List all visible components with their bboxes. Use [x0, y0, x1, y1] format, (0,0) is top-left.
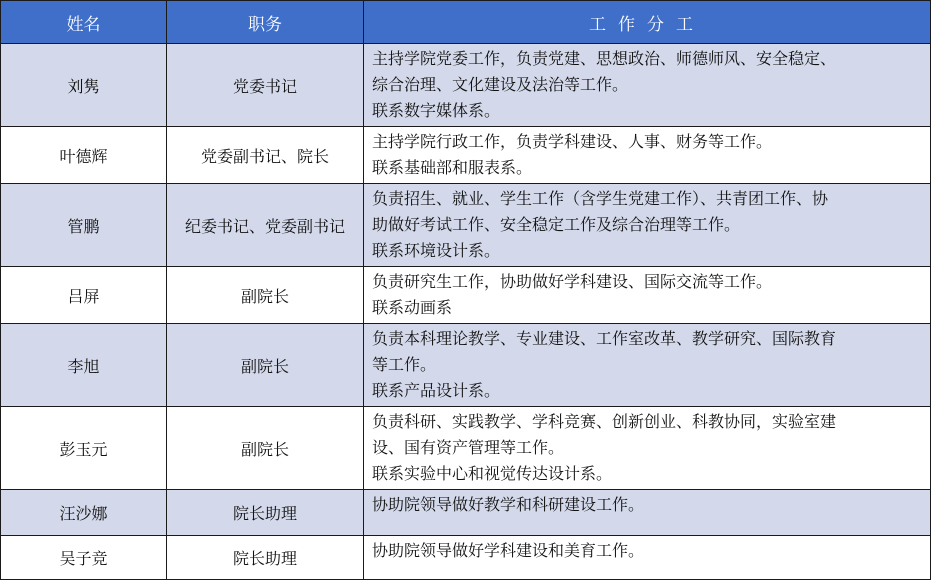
header-name: 姓名 — [1, 1, 167, 44]
duty-description — [364, 44, 931, 127]
duty-line: 负责本科理论教学、专业建设、工作室改革、教学研究、国际教育 — [372, 329, 837, 348]
person-name: 李旭 — [1, 324, 167, 407]
duty-line: 联系产品设计系。 — [372, 381, 501, 400]
person-position: 副院长 — [167, 324, 364, 407]
person-position: 副院长 — [167, 407, 364, 490]
table-row — [1, 490, 931, 536]
duty-description — [364, 127, 931, 184]
duty-line: 联系动画系 — [372, 298, 453, 317]
duty-description — [364, 184, 931, 267]
person-name: 彭玉元 — [1, 407, 167, 490]
person-position: 纪委书记、党委副书记 — [167, 184, 364, 267]
table-row — [1, 407, 931, 490]
duty-description — [364, 324, 931, 407]
person-position: 党委副书记、院长 — [167, 127, 364, 184]
duty-line: 联系环境设计系。 — [372, 241, 501, 260]
duty-line: 设、国有资产管理等工作。 — [372, 438, 565, 457]
duty-description — [364, 536, 931, 580]
table-header-row — [1, 1, 931, 44]
header-duties: 工作分工 — [364, 1, 931, 44]
person-name: 吕屏 — [1, 267, 167, 324]
duty-description — [364, 407, 931, 490]
duty-line: 负责科研、实践教学、学科竞赛、创新创业、科教协同，实验室建 — [372, 412, 837, 431]
person-name: 汪沙娜 — [1, 490, 167, 536]
header-position: 职务 — [167, 1, 364, 44]
person-name: 叶德辉 — [1, 127, 167, 184]
table-row — [1, 536, 931, 580]
person-position: 院长助理 — [167, 490, 364, 536]
table-row — [1, 324, 931, 407]
duty-line: 主持学院党委工作，负责党建、思想政治、师德师风、安全稳定、 — [372, 49, 837, 68]
person-position: 副院长 — [167, 267, 364, 324]
table-row — [1, 127, 931, 184]
duty-line: 联系数字媒体系。 — [372, 101, 501, 120]
duty-line: 主持学院行政工作，负责学科建设、人事、财务等工作。 — [372, 132, 773, 151]
person-name: 刘隽 — [1, 44, 167, 127]
duty-line: 负责招生、就业、学生工作（含学生党建工作）、共青团工作、协 — [372, 189, 829, 208]
person-name: 吴子竞 — [1, 536, 167, 580]
duty-line: 协助院领导做好学科建设和美育工作。 — [372, 541, 645, 560]
duty-line: 联系实验中心和视觉传达设计系。 — [372, 464, 613, 483]
table-row — [1, 44, 931, 127]
duty-line: 联系基础部和服表系。 — [372, 158, 533, 177]
person-position: 院长助理 — [167, 536, 364, 580]
duty-line: 综合治理、文化建设及法治等工作。 — [372, 75, 629, 94]
person-position: 党委书记 — [167, 44, 364, 127]
duty-line: 负责研究生工作，协助做好学科建设、国际交流等工作。 — [372, 272, 773, 291]
duty-description — [364, 490, 931, 536]
table-row — [1, 267, 931, 324]
table-row — [1, 184, 931, 267]
duty-description — [364, 267, 931, 324]
duty-line: 助做好考试工作、安全稳定工作及综合治理等工作。 — [372, 215, 741, 234]
person-name: 管鹏 — [1, 184, 167, 267]
duty-line: 等工作。 — [372, 355, 437, 374]
duty-line: 协助院领导做好教学和科研建设工作。 — [372, 495, 645, 514]
